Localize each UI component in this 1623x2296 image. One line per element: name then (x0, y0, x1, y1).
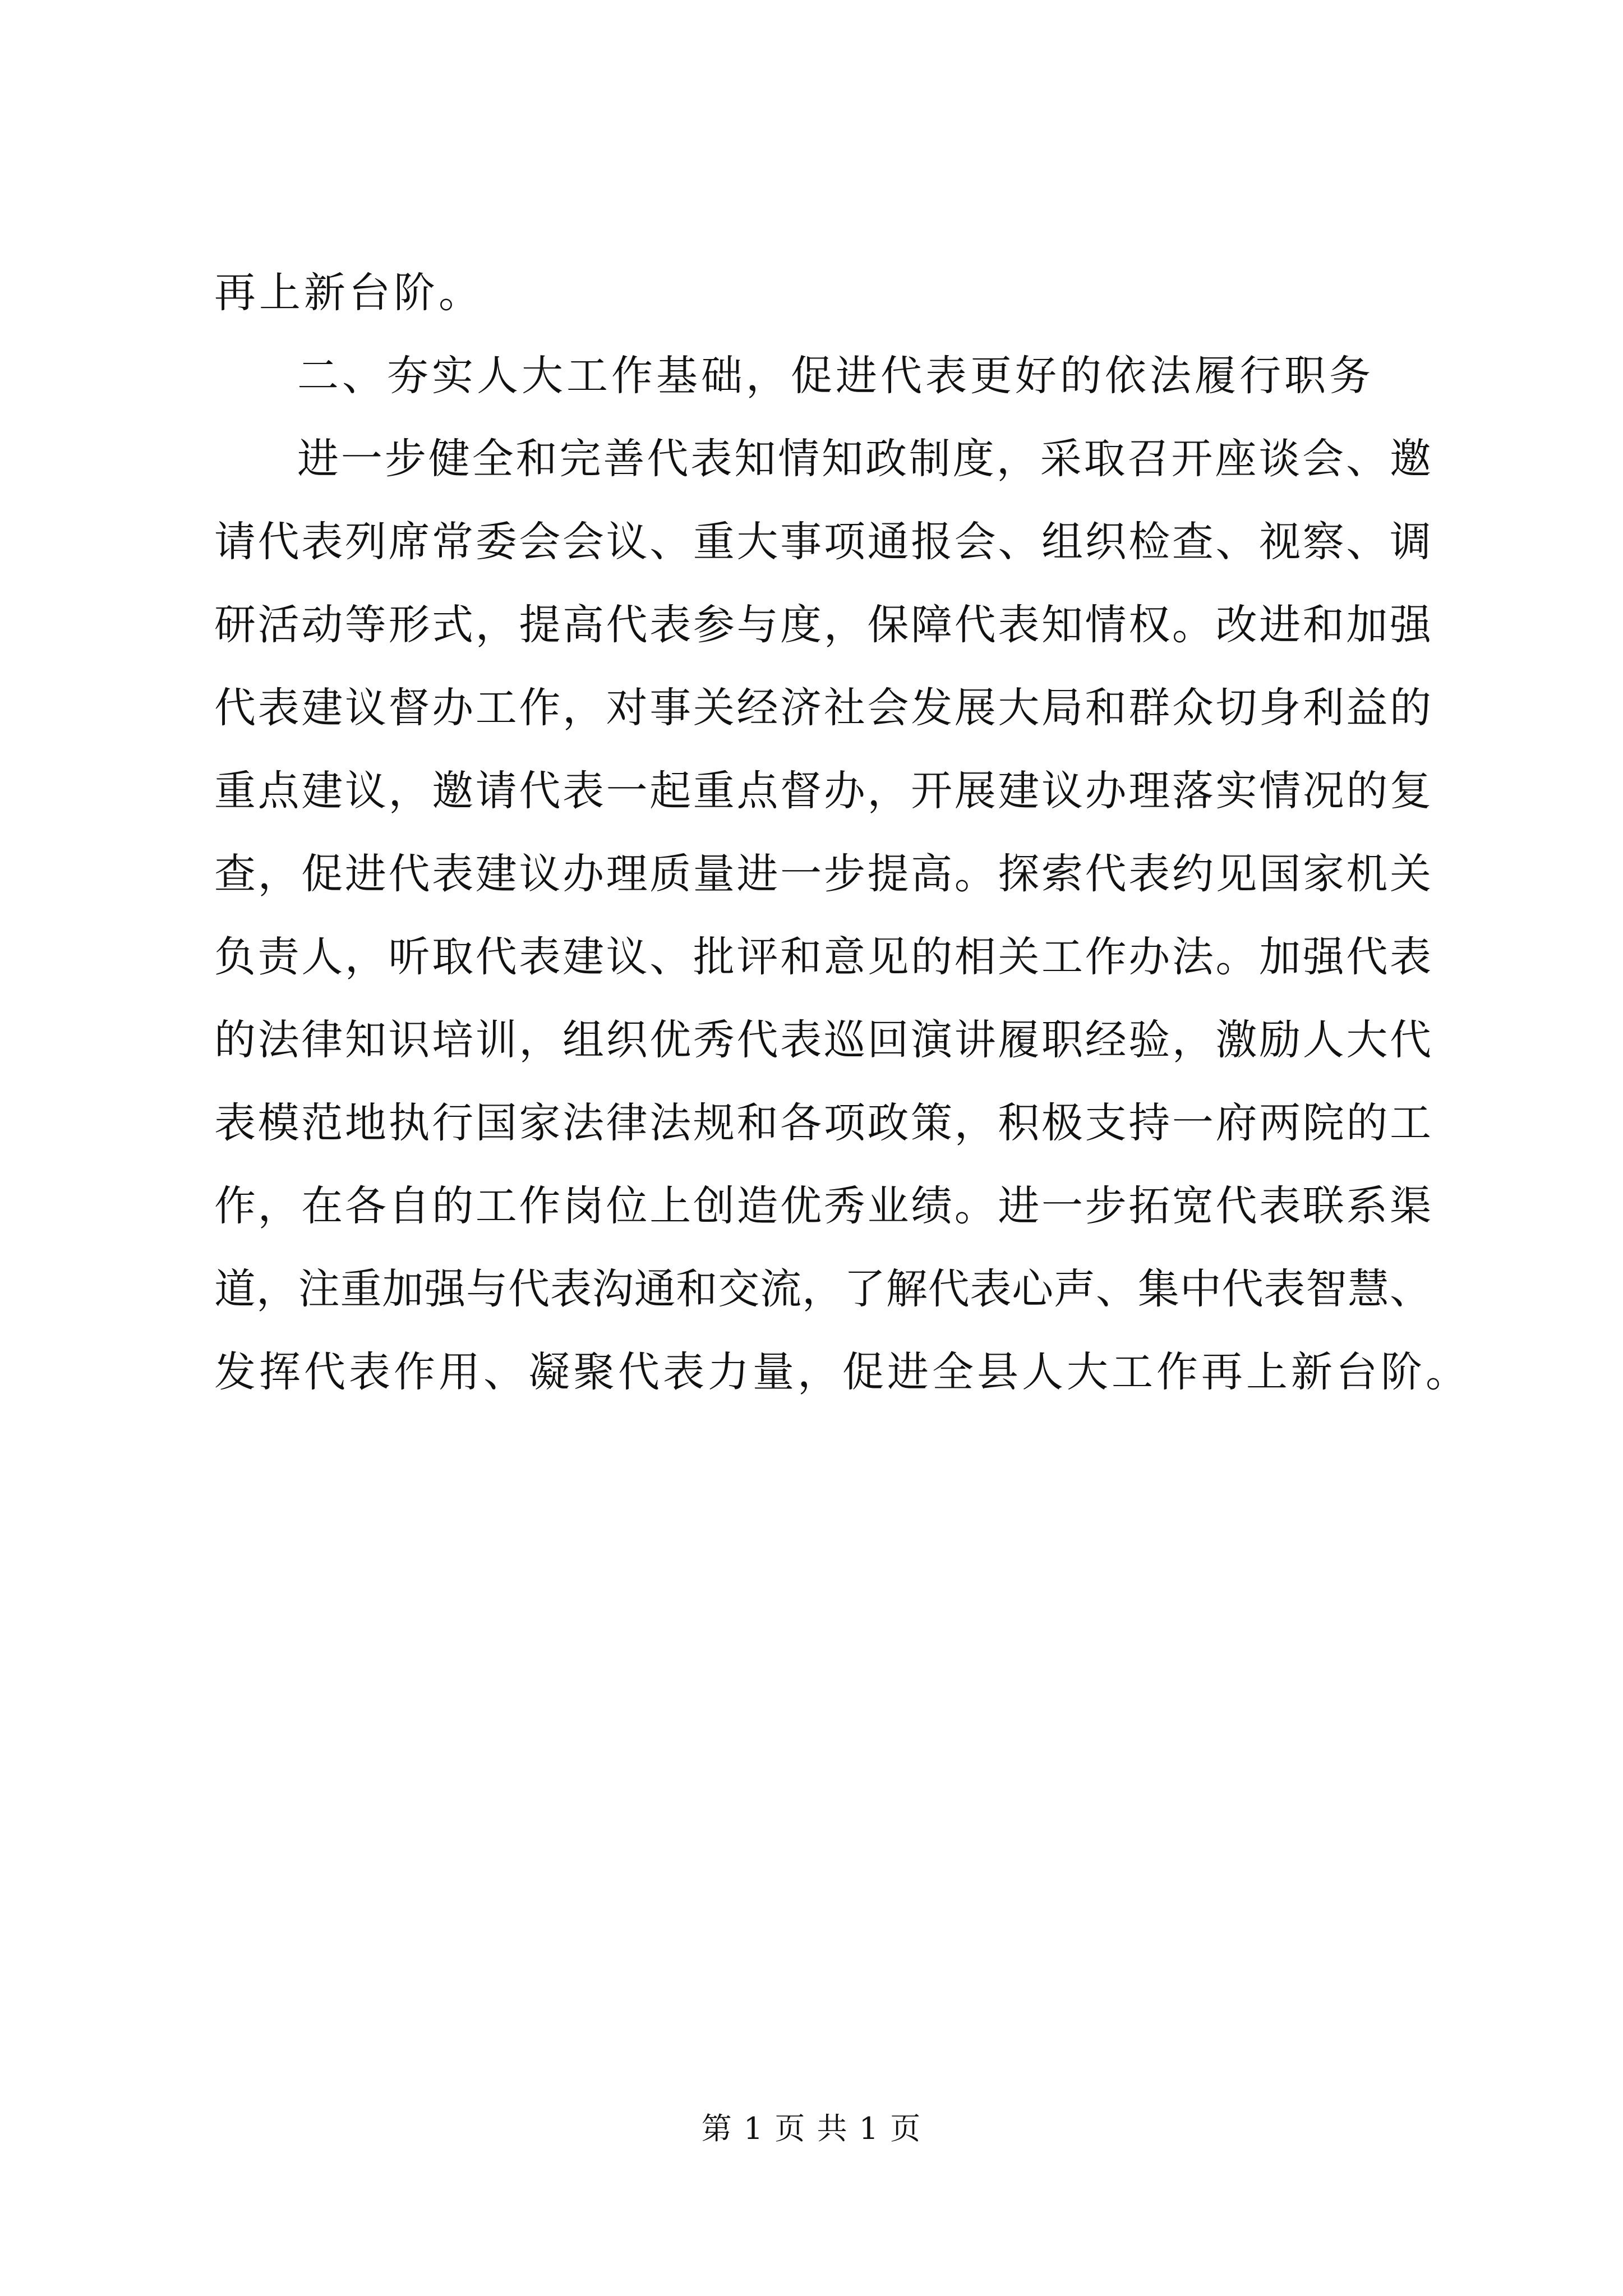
document-body (214, 251, 1470, 1414)
text-line: 查，促进代表建议办理质量进一步提高。探索代表约见国家机关 (214, 850, 1431, 898)
text-line: 表模范地执行国家法律法规和各项政策，积极支持一府两院的工 (214, 1099, 1431, 1147)
text-line: 再上新台阶。 (214, 269, 483, 317)
text-line: 请代表列席常委会会议、重大事项通报会、组织检查、视察、调 (214, 518, 1431, 566)
text-line: 的法律知识培训，组织优秀代表巡回演讲履职经验，激励人大代 (214, 1016, 1431, 1064)
text-line: 研活动等形式，提高代表参与度，保障代表知情权。改进和加强 (214, 601, 1431, 649)
text-line: 发挥代表作用、凝聚代表力量，促进全县人大工作再上新台阶。 (214, 1348, 1470, 1396)
text-line: 进一步健全和完善代表知情知政制度，采取召开座谈会、邀 (297, 435, 1431, 483)
page-footer: 第 1 页 共 1 页 (701, 2111, 922, 2146)
text-line: 作，在各自的工作岗位上创造优秀业绩。进一步拓宽代表联系渠 (214, 1182, 1431, 1230)
section-heading: 二、夯实人大工作基础，促进代表更好的依法履行职务 (297, 352, 1374, 400)
text-line: 道，注重加强与代表沟通和交流，了解代表心声、集中代表智慧、 (214, 1265, 1431, 1313)
text-line: 负责人，听取代表建议、批评和意见的相关工作办法。加强代表 (214, 933, 1431, 981)
text-line: 重点建议，邀请代表一起重点督办，开展建议办理落实情况的复 (214, 767, 1431, 815)
text-line: 代表建议督办工作，对事关经济社会发展大局和群众切身利益的 (214, 684, 1431, 732)
